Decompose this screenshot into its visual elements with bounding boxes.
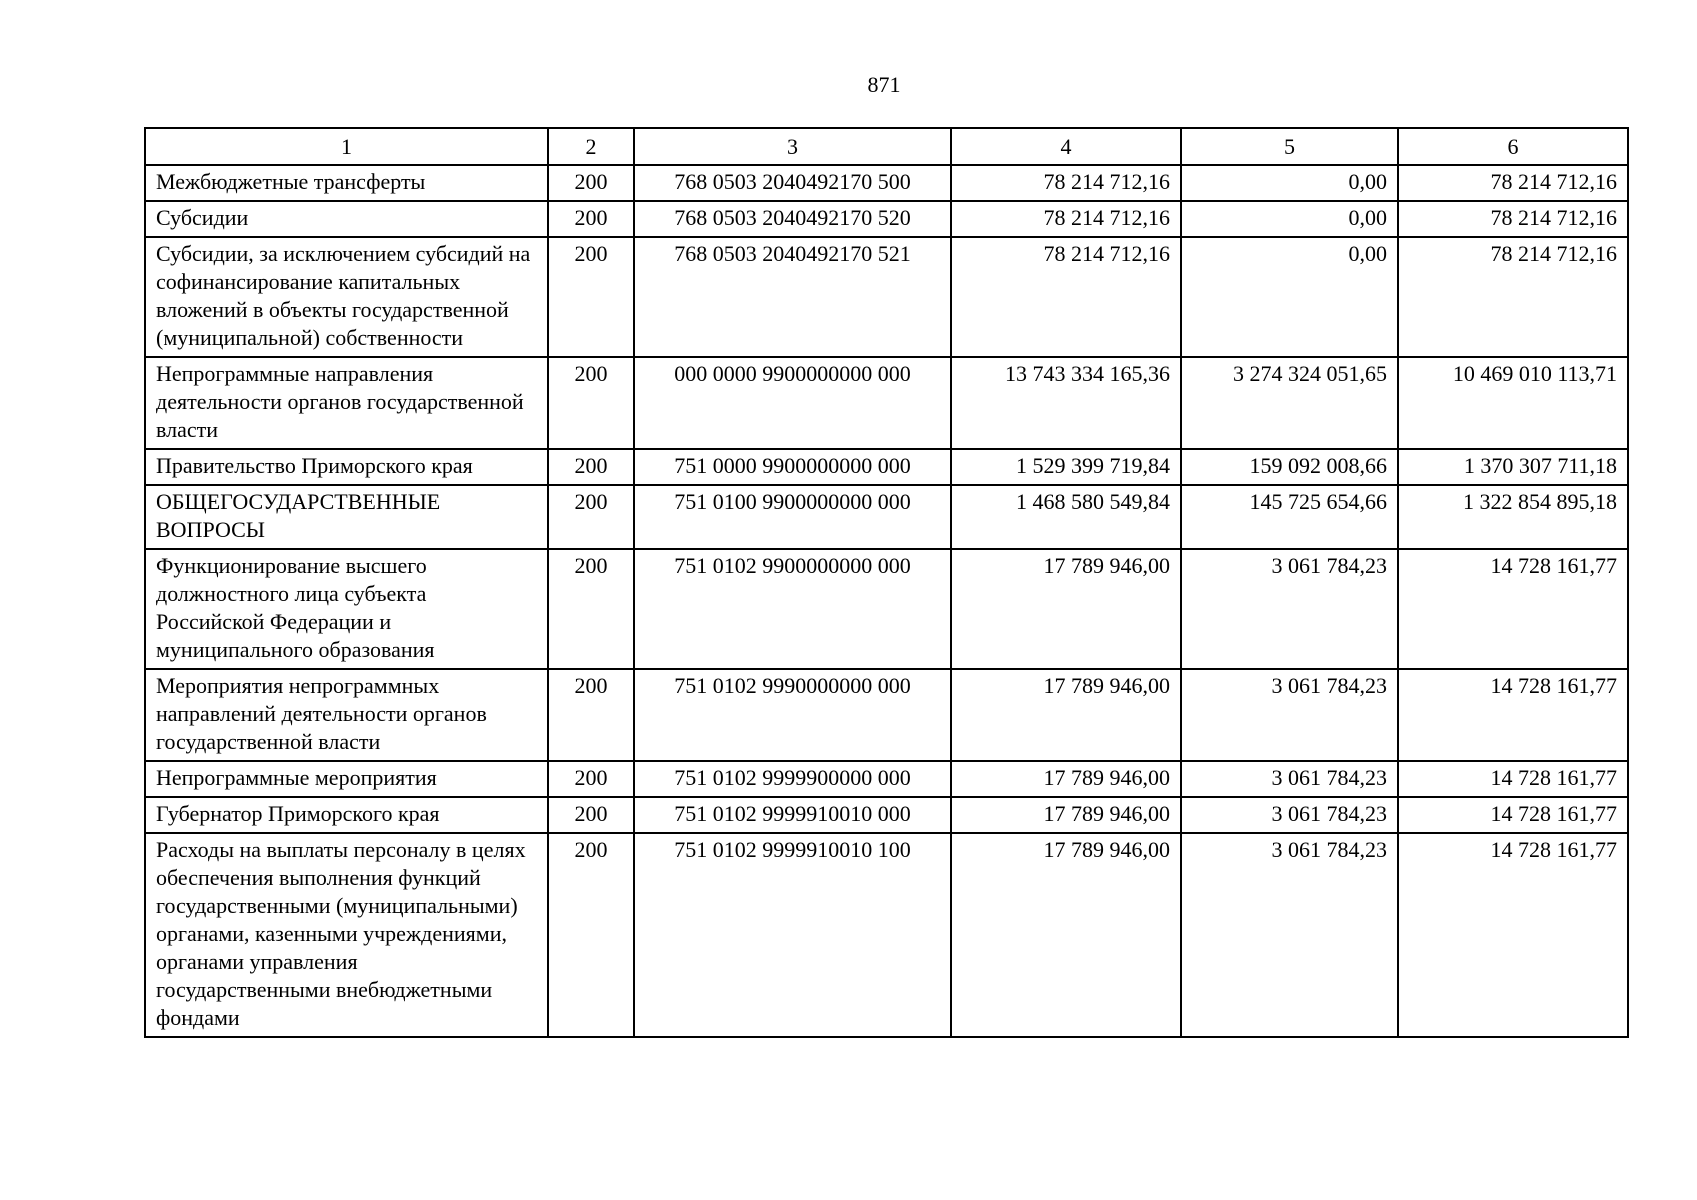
row-remaining-amount: 10 469 010 113,71 [1398,357,1628,449]
row-line-code: 200 [548,165,634,201]
row-remaining-amount: 14 728 161,77 [1398,669,1628,761]
row-name: ОБЩЕГОСУДАРСТВЕННЫЕ ВОПРОСЫ [145,485,548,549]
row-name: Расходы на выплаты персоналу в целях обеспечения выполнения функций государственными (муниципальными) органами, казенными учреждениями, органами управления государственными внебюджетными фондами [145,833,548,1037]
budget-table [144,127,1629,1038]
row-remaining-amount: 1 370 307 711,18 [1398,449,1628,485]
row-line-code: 200 [548,797,634,833]
row-remaining-amount: 14 728 161,77 [1398,761,1628,797]
row-line-code: 200 [548,485,634,549]
row-name: Мероприятия непрограммных направлений деятельности органов государственной власти [145,669,548,761]
table-row [145,201,1628,237]
row-executed-amount: 3 061 784,23 [1181,833,1398,1037]
table-row [145,669,1628,761]
row-approved-amount: 1 468 580 549,84 [951,485,1181,549]
row-budget-code: 751 0102 9999900000 000 [634,761,951,797]
table-row [145,761,1628,797]
row-approved-amount: 17 789 946,00 [951,833,1181,1037]
row-name: Субсидии, за исключением субсидий на софинансирование капитальных вложений в объекты государственной (муниципальной) собственности [145,237,548,357]
row-line-code: 200 [548,833,634,1037]
row-remaining-amount: 1 322 854 895,18 [1398,485,1628,549]
row-line-code: 200 [548,549,634,669]
row-executed-amount: 159 092 008,66 [1181,449,1398,485]
row-budget-code: 751 0102 9999910010 100 [634,833,951,1037]
row-executed-amount: 0,00 [1181,201,1398,237]
column-header: 4 [951,128,1181,165]
row-executed-amount: 0,00 [1181,165,1398,201]
row-approved-amount: 78 214 712,16 [951,237,1181,357]
row-remaining-amount: 14 728 161,77 [1398,797,1628,833]
table-row [145,797,1628,833]
row-executed-amount: 3 061 784,23 [1181,761,1398,797]
row-approved-amount: 1 529 399 719,84 [951,449,1181,485]
table-row [145,833,1628,1037]
row-approved-amount: 78 214 712,16 [951,165,1181,201]
table-body [145,165,1628,1037]
row-approved-amount: 13 743 334 165,36 [951,357,1181,449]
row-line-code: 200 [548,201,634,237]
row-remaining-amount: 14 728 161,77 [1398,833,1628,1037]
column-header: 1 [145,128,548,165]
row-approved-amount: 17 789 946,00 [951,797,1181,833]
row-name: Губернатор Приморского края [145,797,548,833]
row-approved-amount: 17 789 946,00 [951,549,1181,669]
row-name: Правительство Приморского края [145,449,548,485]
column-header: 5 [1181,128,1398,165]
row-budget-code: 768 0503 2040492170 520 [634,201,951,237]
row-name: Непрограммные направления деятельности органов государственной власти [145,357,548,449]
row-executed-amount: 145 725 654,66 [1181,485,1398,549]
row-remaining-amount: 14 728 161,77 [1398,549,1628,669]
row-budget-code: 751 0102 9999910010 000 [634,797,951,833]
row-line-code: 200 [548,669,634,761]
row-line-code: 200 [548,357,634,449]
column-header: 6 [1398,128,1628,165]
table-row [145,449,1628,485]
row-approved-amount: 17 789 946,00 [951,669,1181,761]
row-budget-code: 751 0102 9900000000 000 [634,549,951,669]
row-name: Межбюджетные трансферты [145,165,548,201]
row-line-code: 200 [548,761,634,797]
row-approved-amount: 78 214 712,16 [951,201,1181,237]
row-name: Функционирование высшего должностного лица субъекта Российской Федерации и муниципального образования [145,549,548,669]
row-budget-code: 751 0000 9900000000 000 [634,449,951,485]
table-row [145,165,1628,201]
column-header: 2 [548,128,634,165]
row-budget-code: 751 0102 9990000000 000 [634,669,951,761]
column-header: 3 [634,128,951,165]
row-executed-amount: 3 061 784,23 [1181,549,1398,669]
row-budget-code: 768 0503 2040492170 521 [634,237,951,357]
row-budget-code: 768 0503 2040492170 500 [634,165,951,201]
table-header [145,128,1628,165]
row-executed-amount: 3 061 784,23 [1181,669,1398,761]
table-row [145,237,1628,357]
row-remaining-amount: 78 214 712,16 [1398,165,1628,201]
table-row [145,485,1628,549]
row-executed-amount: 3 061 784,23 [1181,797,1398,833]
row-executed-amount: 3 274 324 051,65 [1181,357,1398,449]
row-budget-code: 751 0100 9900000000 000 [634,485,951,549]
row-remaining-amount: 78 214 712,16 [1398,201,1628,237]
page-number: 871 [867,72,901,97]
row-name: Субсидии [145,201,548,237]
table-row [145,357,1628,449]
row-name: Непрограммные мероприятия [145,761,548,797]
header-row [145,128,1628,165]
row-approved-amount: 17 789 946,00 [951,761,1181,797]
row-executed-amount: 0,00 [1181,237,1398,357]
row-line-code: 200 [548,449,634,485]
row-budget-code: 000 0000 9900000000 000 [634,357,951,449]
row-line-code: 200 [548,237,634,357]
table-row [145,549,1628,669]
row-remaining-amount: 78 214 712,16 [1398,237,1628,357]
